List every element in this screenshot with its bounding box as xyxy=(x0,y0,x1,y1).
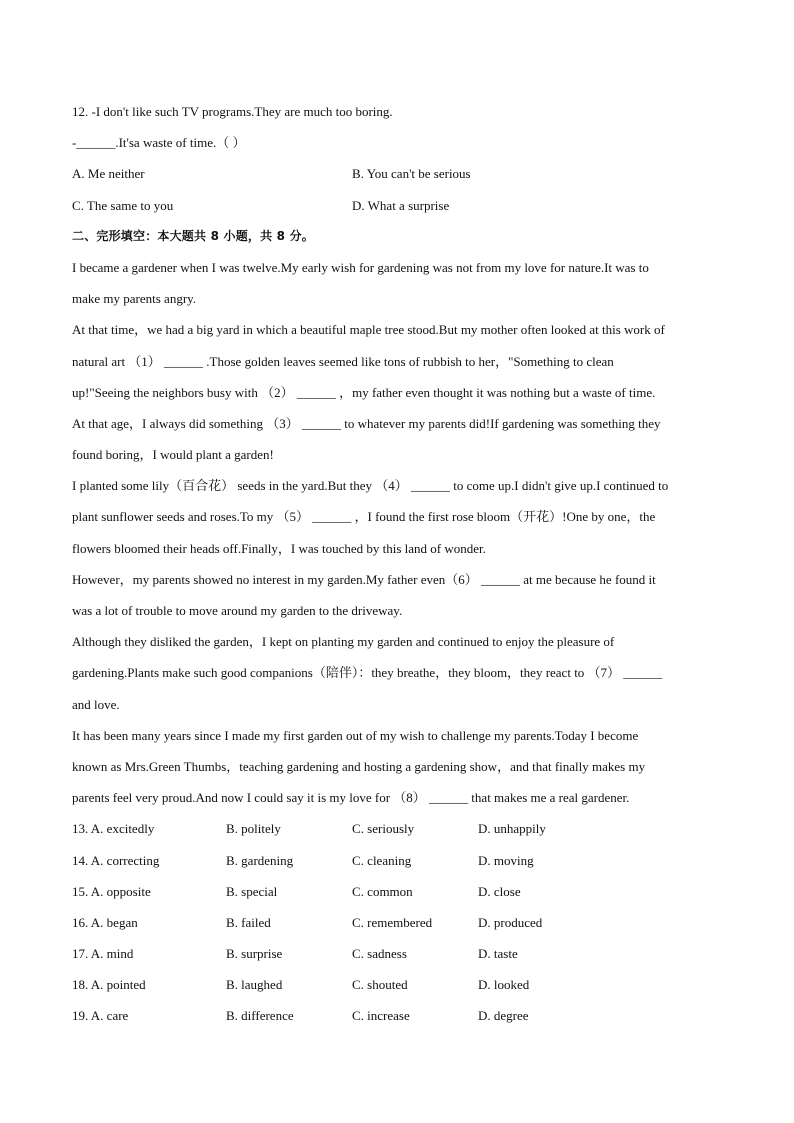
exam-page xyxy=(72,96,722,1032)
option-a: 14. A. correcting xyxy=(72,852,160,868)
option-b: B. gardening xyxy=(226,852,294,868)
passage-line: and love. xyxy=(72,696,120,712)
option-a: 15. A. opposite xyxy=(72,883,151,899)
option-b: B. politely xyxy=(226,821,281,837)
passage-line: Although they disliked the garden，I kept on planting my garden and continued to enjoy the pleasure of xyxy=(72,634,615,650)
option-a: 18. A. pointed xyxy=(72,977,146,993)
passage-line: was a lot of trouble to move around my garden to the driveway. xyxy=(72,603,403,618)
option-c: C. shouted xyxy=(352,977,408,993)
option-b: B. laughed xyxy=(226,977,283,993)
option-d: D. unhappily xyxy=(478,821,546,837)
question-row-16 xyxy=(72,907,722,938)
cloze-passage xyxy=(72,252,722,813)
question-row-19 xyxy=(72,1000,722,1031)
question-row-18 xyxy=(72,969,722,1000)
option-a: 13. A. excitedly xyxy=(72,821,155,837)
q12-options-row-2 xyxy=(72,190,722,221)
q12-option-c: C. The same to you xyxy=(72,197,174,213)
option-c: C. increase xyxy=(352,1008,410,1024)
option-a: 17. A. mind xyxy=(72,946,134,962)
option-d: D. looked xyxy=(478,977,530,993)
question-row-17 xyxy=(72,938,722,969)
passage-line: found boring，I would plant a garden! xyxy=(72,447,274,463)
option-d: D. moving xyxy=(478,852,534,868)
option-a: 16. A. began xyxy=(72,914,138,930)
q12-option-a: A. Me neither xyxy=(72,166,145,182)
option-c: C. sadness xyxy=(352,946,407,962)
option-d: D. degree xyxy=(478,1008,529,1024)
section-heading: 二、完形填空：本大题共 8 小题，共 8 分。 xyxy=(72,228,315,243)
passage-line: At that time，we had a big yard in which a beautiful maple tree stood.But my mother often looked at this work of xyxy=(72,322,665,338)
option-d: D. produced xyxy=(478,914,543,930)
question-row-14 xyxy=(72,845,722,876)
question-row-15 xyxy=(72,876,722,907)
passage-line: make my parents angry. xyxy=(72,291,197,307)
q12-stem-2: -______.It'sa waste of time.（ ） xyxy=(72,135,246,151)
passage-line: natural art （1） ______ .Those golden leaves seemed like tons of rubbish to her，"Something to clean xyxy=(72,353,614,369)
passage-line: However，my parents showed no interest in my garden.My father even（6） ______ at me because he found it xyxy=(72,571,656,587)
option-d: D. close xyxy=(478,883,521,899)
cloze-questions xyxy=(72,813,722,1031)
q12-option-d: D. What a surprise xyxy=(352,197,450,213)
option-a: 19. A. care xyxy=(72,1008,129,1024)
option-b: B. difference xyxy=(226,1008,294,1024)
passage-line: known as Mrs.Green Thumbs，teaching gardening and hosting a gardening show，and that finally makes my xyxy=(72,758,646,774)
question-row-13 xyxy=(72,813,722,844)
option-c: C. remembered xyxy=(352,914,433,930)
passage-line: I planted some lily（百合花） seeds in the yard.But they （4） ______ to come up.I didn't give up.I continued to xyxy=(72,478,669,494)
option-c: C. common xyxy=(352,883,413,899)
passage-line: up!"Seeing the neighbors busy with （2） ______ ，my father even thought it was nothing but a waste of time. xyxy=(72,384,656,400)
passage-line: It has been many years since I made my first garden out of my wish to challenge my parents.Today I become xyxy=(72,727,639,743)
option-b: B. surprise xyxy=(226,946,283,962)
passage-line: I became a gardener when I was twelve.My early wish for gardening was not from my love for nature.It was to xyxy=(72,259,649,275)
passage-line: plant sunflower seeds and roses.To my （5） ______ ，I found the first rose bloom（开花）!One by one，the xyxy=(72,509,656,525)
q12-stem: 12. -I don't like such TV programs.They are much too boring. xyxy=(72,104,393,119)
q12-options-row-1 xyxy=(72,158,722,189)
option-b: B. failed xyxy=(226,914,271,930)
passage-line: flowers bloomed their heads off.Finally，I was touched by this land of wonder. xyxy=(72,540,486,556)
passage-line: gardening.Plants make such good companions（陪伴）：they breathe，they bloom，they react to （7） ______ xyxy=(72,665,663,681)
option-d: D. taste xyxy=(478,946,518,962)
option-c: C. cleaning xyxy=(352,852,412,868)
passage-line: parents feel very proud.And now I could say it is my love for （8） ______ that makes me a real gardener. xyxy=(72,790,630,806)
option-c: C. seriously xyxy=(352,821,415,837)
q12-option-b: B. You can't be serious xyxy=(352,166,471,182)
option-b: B. special xyxy=(226,883,278,899)
passage-line: At that age，I always did something （3） ______ to whatever my parents did!If gardening was something they xyxy=(72,415,661,431)
